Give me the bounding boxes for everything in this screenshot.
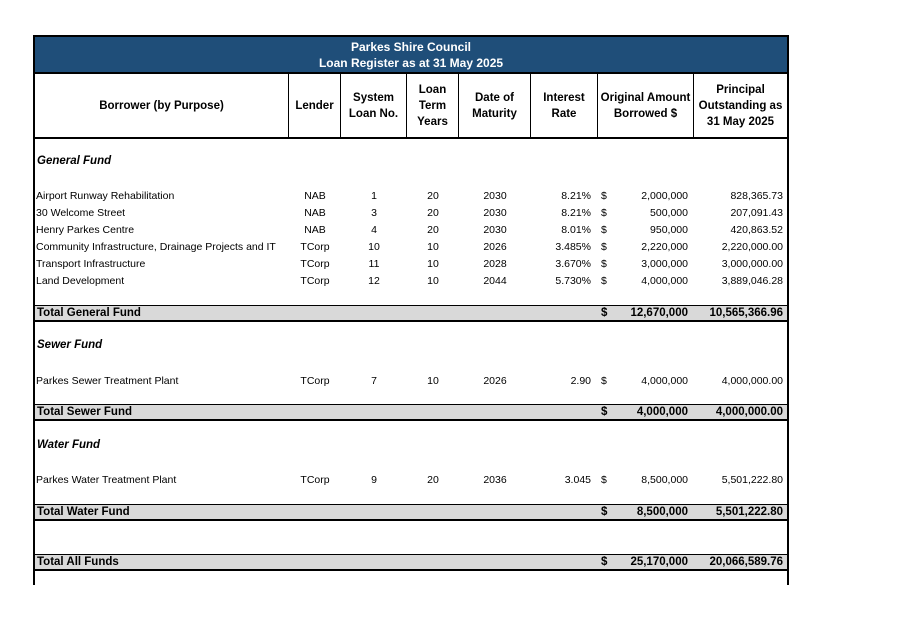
header-maturity-line2: Maturity <box>472 107 517 120</box>
general-fund-row-5-original: 3,000,000 <box>641 258 688 270</box>
general-fund-row-6-term: 10 <box>427 275 439 287</box>
water-fund-row-1-borrower: Parkes Water Treatment Plant <box>36 474 177 486</box>
total-all-funds-original: 25,170,000 <box>630 556 688 568</box>
header-system-loan-no <box>341 74 407 139</box>
sewer-fund-row-1-outstanding: 4,000,000.00 <box>721 375 783 387</box>
header-system-loan-no-line1: System <box>353 91 394 104</box>
total-general-fund-original: 12,670,000 <box>630 307 688 319</box>
general-fund-row-5-outstanding: 3,000,000.00 <box>721 258 783 270</box>
header-system-loan-no-line2: Loan No. <box>348 107 399 120</box>
total-sewer-fund-label: Total Sewer Fund <box>37 406 132 418</box>
total-sewer-fund-outstanding: 4,000,000.00 <box>715 406 783 418</box>
general-fund-row-2-maturity: 2030 <box>483 207 507 219</box>
council-name: Parkes Shire Council <box>350 40 472 54</box>
general-fund-row-4-term: 10 <box>427 241 439 253</box>
header-loan-term <box>407 74 459 139</box>
general-fund-row-6-lender: TCorp <box>300 275 330 287</box>
title-bar <box>35 37 787 74</box>
general-fund-row-1-outstanding: 828,365.73 <box>730 190 783 202</box>
water-fund-row-1-outstanding: 5,501,222.80 <box>721 474 783 486</box>
header-interest-line2: Rate <box>551 107 577 120</box>
section-sewer-fund: Sewer Fund <box>37 339 103 351</box>
total-water-fund-outstanding: 5,501,222.80 <box>715 506 783 518</box>
general-fund-row-5-term: 10 <box>427 258 439 270</box>
register-title: Loan Register as at 31 May 2025 <box>318 56 504 70</box>
section-general-fund: General Fund <box>37 155 112 167</box>
header-loan-term-line3: Years <box>417 115 448 128</box>
total-all-funds-outstanding: 20,066,589.76 <box>709 556 783 568</box>
header-principal <box>694 74 787 139</box>
general-fund-row-6-rate: 5.730% <box>555 275 591 287</box>
general-fund-row-5-currency: $ <box>601 258 607 270</box>
header-principal-line2: Outstanding as <box>698 99 783 112</box>
general-fund-row-4-maturity: 2026 <box>483 241 507 253</box>
general-fund-row-1-original: 2,000,000 <box>641 190 688 202</box>
general-fund-row-4-borrower: Community Infrastructure, Drainage Projects and IT <box>36 241 276 253</box>
general-fund-row-2-loan-no: 3 <box>371 207 377 219</box>
general-fund-row-1-lender: NAB <box>304 190 326 202</box>
general-fund-row-4-loan-no: 10 <box>368 241 380 253</box>
sewer-fund-row-1-term: 10 <box>427 375 439 387</box>
general-fund-row-2-currency: $ <box>601 207 607 219</box>
general-fund-row-2-lender: NAB <box>304 207 326 219</box>
general-fund-row-1-rate: 8.21% <box>561 190 591 202</box>
header-lender-label: Lender <box>295 99 334 112</box>
water-fund-row-1-currency: $ <box>601 474 607 486</box>
sewer-fund-row-1-currency: $ <box>601 375 607 387</box>
header-interest <box>531 74 598 139</box>
header-borrower-label: Borrower (by Purpose) <box>99 99 224 112</box>
header-lender <box>289 74 341 139</box>
total-general-fund-outstanding: 10,565,366.96 <box>709 307 783 319</box>
general-fund-row-1-loan-no: 1 <box>371 190 377 202</box>
total-general-fund-row <box>35 305 787 322</box>
general-fund-row-4-rate: 3.485% <box>555 241 591 253</box>
total-water-fund-row <box>35 504 787 521</box>
total-general-fund-label: Total General Fund <box>37 307 141 319</box>
general-fund-row-6-original: 4,000,000 <box>641 275 688 287</box>
total-water-fund-original: 8,500,000 <box>636 506 688 518</box>
section-water-fund: Water Fund <box>37 439 101 451</box>
sewer-fund-row-1-original: 4,000,000 <box>641 375 688 387</box>
general-fund-row-1-term: 20 <box>427 190 439 202</box>
header-loan-term-line2: Term <box>418 99 447 112</box>
water-fund-row-1-lender: TCorp <box>300 474 330 486</box>
general-fund-row-4-original: 2,220,000 <box>641 241 688 253</box>
total-sewer-fund-original: 4,000,000 <box>636 406 688 418</box>
total-water-fund-currency: $ <box>601 506 608 518</box>
general-fund-row-2-term: 20 <box>427 207 439 219</box>
general-fund-row-5-borrower: Transport Infrastructure <box>36 258 146 270</box>
header-original-line1: Original Amount <box>600 91 691 104</box>
total-general-fund-currency: $ <box>601 307 608 319</box>
general-fund-row-5-lender: TCorp <box>300 258 330 270</box>
general-fund-row-4-outstanding: 2,220,000.00 <box>721 241 783 253</box>
general-fund-row-6-loan-no: 12 <box>368 275 380 287</box>
header-original-line2: Borrowed $ <box>613 107 678 120</box>
total-all-funds-row <box>35 554 787 571</box>
general-fund-row-6-currency: $ <box>601 275 607 287</box>
header-principal-line1: Principal <box>716 83 765 96</box>
general-fund-row-1-currency: $ <box>601 190 607 202</box>
general-fund-row-5-maturity: 2028 <box>483 258 507 270</box>
general-fund-row-2-outstanding: 207,091.43 <box>730 207 783 219</box>
general-fund-row-3-loan-no: 4 <box>371 224 377 236</box>
water-fund-row-1-original: 8,500,000 <box>641 474 688 486</box>
general-fund-row-5-rate: 3.670% <box>555 258 591 270</box>
header-loan-term-line1: Loan <box>418 83 447 96</box>
header-principal-line3: 31 May 2025 <box>706 115 775 128</box>
header-interest-line1: Interest <box>543 91 585 104</box>
total-water-fund-label: Total Water Fund <box>37 506 130 518</box>
sewer-fund-row-1-rate: 2.90 <box>570 375 591 387</box>
general-fund-row-3-term: 20 <box>427 224 439 236</box>
total-all-funds-currency: $ <box>601 556 608 568</box>
water-fund-row-1-loan-no: 9 <box>371 474 377 486</box>
general-fund-row-2-original: 500,000 <box>650 207 688 219</box>
general-fund-row-4-lender: TCorp <box>300 241 330 253</box>
general-fund-row-6-outstanding: 3,889,046.28 <box>721 275 783 287</box>
loan-register-sheet <box>33 35 789 585</box>
general-fund-row-2-borrower: 30 Welcome Street <box>36 207 126 219</box>
total-sewer-fund-currency: $ <box>601 406 608 418</box>
sewer-fund-row-1-borrower: Parkes Sewer Treatment Plant <box>36 375 179 387</box>
water-fund-row-1-term: 20 <box>427 474 439 486</box>
general-fund-row-1-borrower: Airport Runway Rehabilitation <box>36 190 175 202</box>
header-borrower <box>35 74 289 139</box>
water-fund-row-1-maturity: 2036 <box>483 474 507 486</box>
header-original <box>598 74 694 139</box>
sewer-fund-row-1-lender: TCorp <box>300 375 330 387</box>
general-fund-row-1-maturity: 2030 <box>483 190 507 202</box>
general-fund-row-5-loan-no: 11 <box>368 258 380 270</box>
general-fund-row-3-lender: NAB <box>304 224 326 236</box>
header-maturity-line1: Date of <box>475 91 514 104</box>
general-fund-row-6-maturity: 2044 <box>483 275 507 287</box>
general-fund-row-3-borrower: Henry Parkes Centre <box>36 224 135 236</box>
water-fund-row-1-rate: 3.045 <box>564 474 591 486</box>
general-fund-row-3-outstanding: 420,863.52 <box>730 224 783 236</box>
general-fund-row-6-borrower: Land Development <box>36 275 125 287</box>
total-sewer-fund-row <box>35 404 787 421</box>
general-fund-row-4-currency: $ <box>601 241 607 253</box>
general-fund-row-3-currency: $ <box>601 224 607 236</box>
header-maturity <box>459 74 531 139</box>
total-all-funds-label: Total All Funds <box>37 556 119 568</box>
sewer-fund-row-1-loan-no: 7 <box>371 375 377 387</box>
general-fund-row-2-rate: 8.21% <box>561 207 591 219</box>
sewer-fund-row-1-maturity: 2026 <box>483 375 507 387</box>
general-fund-row-3-original: 950,000 <box>650 224 688 236</box>
general-fund-row-3-rate: 8.01% <box>561 224 591 236</box>
general-fund-row-3-maturity: 2030 <box>483 224 507 236</box>
